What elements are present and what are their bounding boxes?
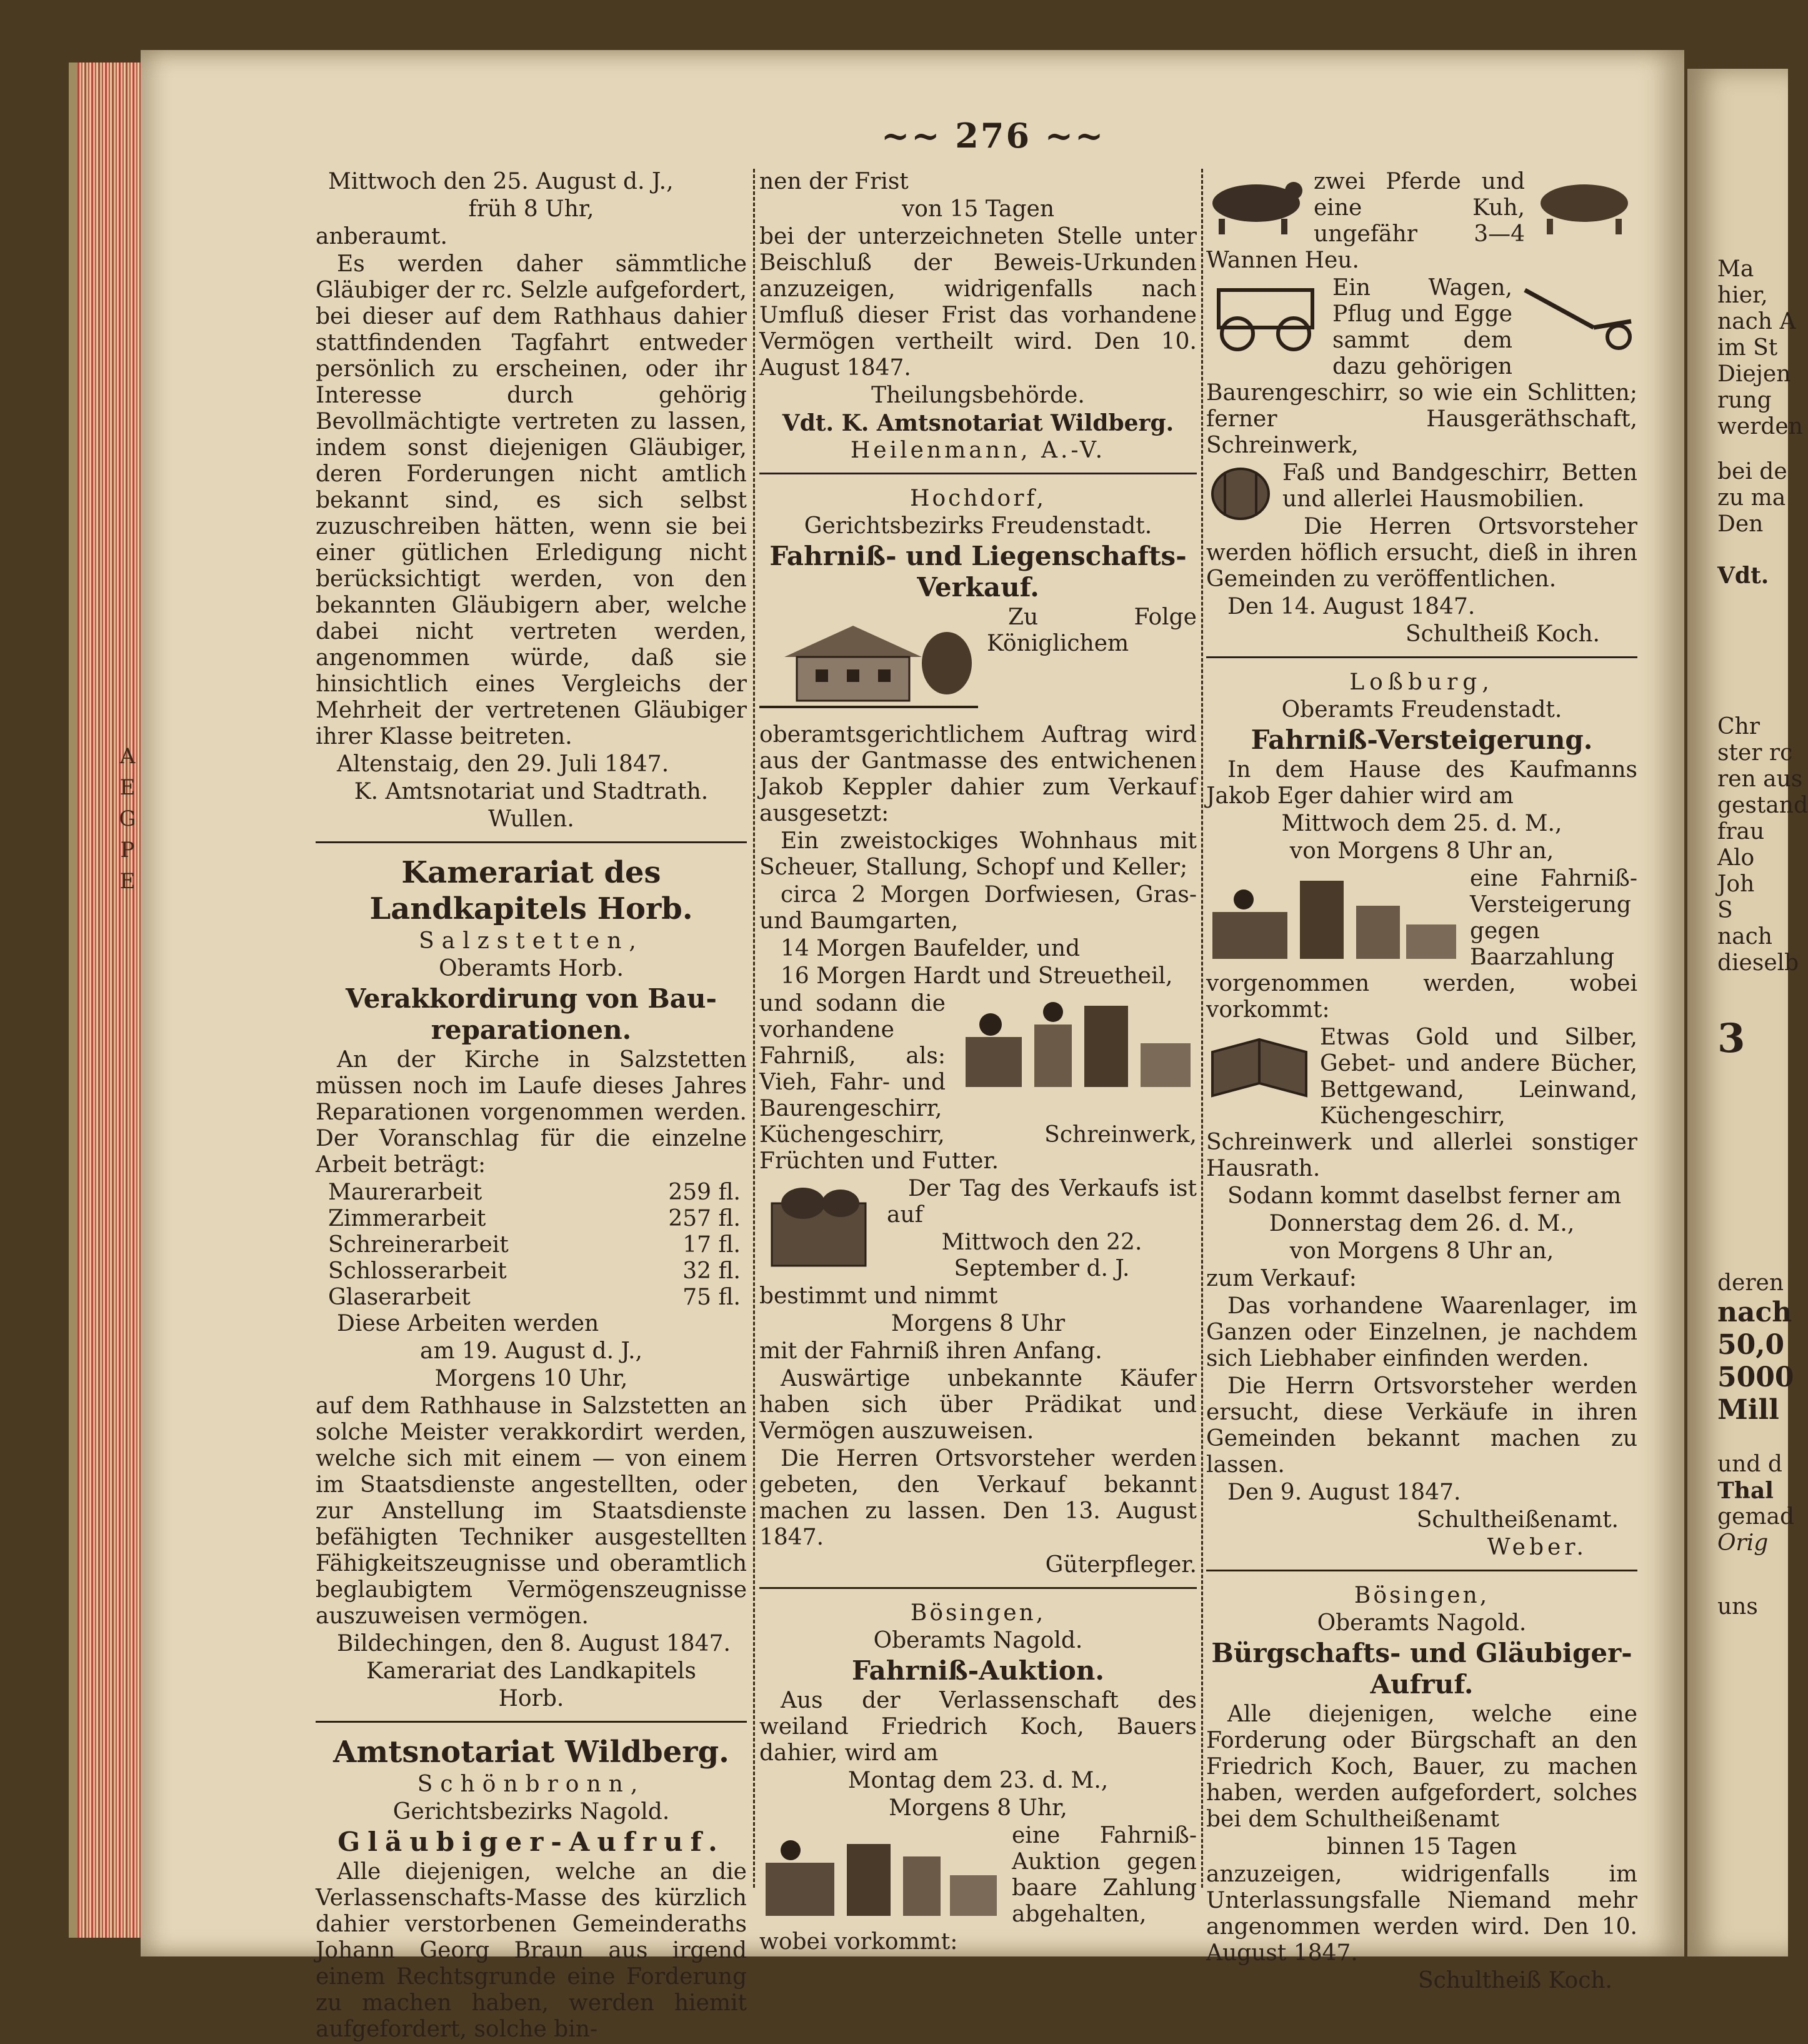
fragment-line: Mill bbox=[1717, 1394, 1779, 1426]
text-line: zum Verkauf: bbox=[1206, 1266, 1357, 1291]
page-number: ~~ 276 ~~ bbox=[881, 116, 1106, 156]
notice-date-line: Montag dem 23. d. M., bbox=[847, 1768, 1109, 1793]
notice-date: Bildechingen, den 8. August 1847. bbox=[337, 1631, 731, 1656]
notice-title: Fahrniß-Versteigerung. bbox=[1251, 724, 1593, 755]
notice-body: Es werden daher sämmtliche Gläubiger der rc. Selzle aufgefordert, bei dieser auf dem Rathhaus dahier stattfindenden Tagfahrt entweder persönlich zu erscheinen, oder ihr Interesse durch gehörig Bevollmächtigte vertreten zu lassen, indem sonst diejenigen Gläubiger, deren Forderungen nicht amtlich bekannt sind, es sich selbst zuzuschreiben hätten, wenn sie bei einer gütlichen Erledigung nicht berücksichtigt werden, von den bekannten Gläubigern aber, welche dabei nicht vertreten werden, angenommen würde, daß sie hinsichtlich eines Vergleichs der Mehrheit der vertretenen Gläubiger ihrer Klasse beitreten. bbox=[316, 251, 747, 749]
fair-scene-woodcut-image bbox=[953, 993, 1197, 1100]
margin-glyph: G bbox=[119, 806, 136, 831]
notice-body: und sodann die vorhandene Fahrniß, als: Vieh, Fahr- und Baurengeschirr, Küchengeschirr, Schreinwerk, Früchten und Futter. bbox=[759, 991, 1197, 1174]
notice-signature: Schultheißenamt. bbox=[1416, 1507, 1619, 1533]
auction-woodcut-image bbox=[759, 1825, 1003, 1925]
cost-row bbox=[316, 1180, 747, 1206]
notice-place: Hochdorf, bbox=[910, 486, 1046, 511]
fragment-line: Ma bbox=[1717, 256, 1754, 282]
fragment-line: 50,0 bbox=[1717, 1329, 1785, 1361]
notice-signature: Schultheiß Koch. bbox=[1417, 1968, 1612, 1993]
fragment-line: ster rc bbox=[1717, 740, 1793, 766]
cost-value: 17 fl. bbox=[682, 1232, 741, 1258]
fragment-line: Diejen bbox=[1717, 361, 1791, 387]
fragment-line: hier, bbox=[1717, 283, 1768, 308]
text-line: anberaumt. bbox=[316, 224, 447, 249]
notice-body: Diese Arbeiten werden bbox=[337, 1311, 599, 1336]
notice-body: Das vorhandene Waarenlager, im Ganzen oder Einzelnen, je nachdem sich Liebhaber einfinden werden. bbox=[1206, 1293, 1637, 1371]
fragment-line: Alo bbox=[1717, 845, 1755, 871]
fragment-line: Chr bbox=[1717, 714, 1760, 739]
fragment-line: rung bbox=[1717, 388, 1772, 413]
notice-body: Faß und Bandgeschirr, Betten und allerlei Hausmobilien. bbox=[1282, 460, 1637, 512]
date-line: Mittwoch den 25. August d. J., bbox=[328, 169, 674, 194]
notice-body: Aus der Verlassenschaft des weiland Friedrich Koch, Bauers dahier, wird am bbox=[759, 1688, 1197, 1766]
notice-date: Den 9. August 1847. bbox=[1227, 1480, 1461, 1505]
column-rule bbox=[753, 169, 755, 1888]
notice-time-line: binnen 15 Tagen bbox=[1326, 1834, 1517, 1860]
notice-district: Gerichtsbezirks Nagold. bbox=[392, 1799, 670, 1825]
fragment-line: uns bbox=[1717, 1594, 1758, 1620]
notice-date: Altenstaig, den 29. Juli 1847. bbox=[337, 751, 669, 777]
section-divider bbox=[759, 473, 1197, 474]
notice-district: Gerichtsbezirks Freudenstadt. bbox=[804, 513, 1152, 539]
section-divider bbox=[1206, 1570, 1637, 1571]
notice-district: Oberamts Nagold. bbox=[873, 1628, 1083, 1653]
fragment-line: nach A bbox=[1717, 309, 1796, 334]
notice-body-block bbox=[759, 991, 1197, 1175]
notice-body: Die Herrn Ortsvorsteher werden ersucht, diese Verkäufe in ihren Gemeinden bekannt machen zu lassen. bbox=[1206, 1373, 1637, 1478]
column-3 bbox=[1206, 169, 1637, 1995]
notice-body: Die Herren Ortsvorsteher werden höflich ersucht, dieß in ihren Gemeinden zu veröffentlichen. bbox=[1206, 514, 1637, 592]
fragment-line: nach bbox=[1717, 1296, 1792, 1328]
cost-label: Glaserarbeit bbox=[328, 1285, 471, 1310]
notice-body: Sodann kommt daselbst ferner am bbox=[1227, 1183, 1622, 1209]
fragment-line: Vdt. bbox=[1717, 563, 1769, 589]
fragment-line: S bbox=[1717, 898, 1733, 923]
fragment-line: deren bbox=[1717, 1270, 1784, 1296]
column-rule bbox=[1201, 169, 1203, 1888]
cost-value: 32 fl. bbox=[682, 1258, 741, 1284]
notice-body: anzuzeigen, widrigenfalls im Unterlassungsfalle Niemand mehr angenommen werden wird. Den 10. August 1847. bbox=[1206, 1861, 1637, 1966]
notice-signature: Kamerariat des Landkapitels bbox=[366, 1658, 697, 1684]
notice-time-line: von Morgens 8 Uhr an, bbox=[1289, 1238, 1554, 1264]
book-woodcut-image bbox=[1206, 1027, 1312, 1115]
fragment-line: Den bbox=[1717, 511, 1764, 537]
notice-body: zwei Pferde und eine Kuh, ungefähr 3—4 Wannen Heu. bbox=[1206, 169, 1525, 273]
notice-place: Loßburg, bbox=[1349, 669, 1494, 695]
fragment-line: im St bbox=[1717, 335, 1778, 361]
notice-time-line: Morgens 8 Uhr bbox=[891, 1311, 1066, 1336]
notice-date-line: Donnerstag dem 26. d. M., bbox=[1269, 1211, 1575, 1236]
notice-signature-name: Heilenmann, A.-V. bbox=[850, 438, 1106, 463]
fragment-line: 3 bbox=[1717, 1015, 1746, 1062]
fragment-line: zu ma bbox=[1717, 485, 1786, 511]
notice-body: bei der unterzeichneten Stelle unter Beischluß der Beweis-Urkunden anzuzeigen, widrigenfalls nach Umfluß dieser Frist das vorhandene Vermögen vertheilt wird. Den 10. August 1847. bbox=[759, 224, 1197, 381]
notice-district: Oberamts Horb. bbox=[439, 956, 624, 981]
notice-heading: Kamerariat des Landkapitels Horb. bbox=[369, 855, 693, 926]
notice-body: Alle diejenigen, welche an die Verlassenschafts-Masse des kürzlich dahier verstorbenen Gemeinderaths Johann Georg Braun aus irgend einem Rechtsgrunde eine Forderung zu machen haben, werden hiemit aufgefordert, solche bin- bbox=[316, 1859, 747, 2042]
notice-body: Die Herren Ortsvorsteher werden gebeten, den Verkauf bekannt machen zu lassen. Den 13. August 1847. bbox=[759, 1446, 1197, 1550]
fragment-line: Joh bbox=[1717, 871, 1755, 897]
list-item: circa 2 Morgen Dorfwiesen, Gras- und Baumgarten, bbox=[759, 882, 1197, 934]
notice-time-line: Morgens 10 Uhr, bbox=[434, 1366, 628, 1391]
notice-body: Der Tag des Verkaufs ist auf bbox=[887, 1176, 1197, 1228]
notice-title: Gläubiger-Aufruf. bbox=[337, 1826, 725, 1857]
notice-time-line: von 15 Tagen bbox=[901, 196, 1055, 222]
text-line: bestimmt und nimmt bbox=[759, 1283, 998, 1309]
section-divider bbox=[1206, 656, 1637, 658]
notice-title: Fahrniß- und Liegenschafts-Verkauf. bbox=[769, 541, 1187, 603]
notice-body: Zu Folge Königlichem oberamtsgerichtlichem Auftrag wird aus der Gantmasse des entwichenen Jakob Keppler dahier zum Verkauf ausgesetzt: bbox=[759, 604, 1197, 826]
cost-label: Zimmerarbeit bbox=[328, 1206, 486, 1231]
notice-body: Alle diejenigen, welche eine Forderung oder Bürgschaft an den Friedrich Koch, Bauer, zu machen haben, werden aufgefordert, solches bei dem Schultheißenamt bbox=[1206, 1701, 1637, 1832]
notice-body-block bbox=[759, 604, 1197, 827]
notice-body: wobei vorkommt: bbox=[759, 1929, 958, 1955]
sale-scene-woodcut-image bbox=[1206, 868, 1462, 968]
fragment-line: ren aus bbox=[1717, 766, 1803, 792]
fragment-line: frau bbox=[1717, 819, 1765, 844]
margin-glyph: E bbox=[119, 869, 136, 894]
notice-heading: Amtsnotariat Wildberg. bbox=[333, 1735, 729, 1770]
fragment-line: werden bbox=[1717, 414, 1803, 439]
margin-glyph: E bbox=[119, 775, 136, 800]
column-2 bbox=[759, 169, 1197, 1956]
facing-page-fragment bbox=[1687, 69, 1808, 1956]
notice-body: auf dem Rathhause in Salzstetten an solche Meister verakkordirt werden, welche sich mit einem — von einem im Staatsdienste angestellten, oder zur Anstellung im Staatsdienste befähigten Techniker ausgestellten Fähigkeitszeugnisse und oberamtlich beglaubigtem Vermögenszeugnisse auszuweisen vermögen. bbox=[316, 1393, 747, 1629]
horse-cow-woodcut-image bbox=[1206, 169, 1306, 244]
fragment-line: bei de bbox=[1717, 459, 1787, 484]
margin-glyph: P bbox=[120, 838, 135, 863]
notice-body: An der Kirche in Salzstetten müssen noch im Laufe dieses Jahres Reparationen vorgenommen werden. Der Voranschlag für die einzelne Arbeit beträgt: bbox=[316, 1047, 747, 1178]
fragment-line: und d bbox=[1717, 1451, 1782, 1477]
time-line: früh 8 Uhr, bbox=[468, 196, 594, 222]
notice-body: Auswärtige unbekannte Käufer haben sich über Prädikat und Vermögen auszuweisen. bbox=[759, 1366, 1197, 1444]
notice-signature-name: Horb. bbox=[498, 1686, 564, 1711]
notice-date: Den 14. August 1847. bbox=[1227, 594, 1476, 619]
fragment-line: gemad bbox=[1717, 1504, 1794, 1530]
fragment-line: gestand bbox=[1717, 793, 1808, 818]
notice-signature-name: Wullen. bbox=[488, 806, 574, 832]
margin-glyphs bbox=[116, 741, 139, 897]
notice-date-line: Mittwoch den 22. September d. J. bbox=[941, 1230, 1142, 1281]
list-item: 14 Morgen Baufelder, und bbox=[781, 936, 1081, 961]
cost-row bbox=[316, 1258, 747, 1285]
notice-place: Salzstetten, bbox=[419, 928, 644, 954]
cost-label: Schreinerarbeit bbox=[328, 1232, 509, 1258]
notice-district: Oberamts Nagold. bbox=[1317, 1610, 1527, 1636]
cost-row bbox=[316, 1206, 747, 1232]
cost-label: Schlosserarbeit bbox=[328, 1258, 507, 1284]
section-divider bbox=[316, 841, 747, 843]
cost-value: 259 fl. bbox=[668, 1180, 741, 1205]
text-line: mit der Fahrniß ihren Anfang. bbox=[759, 1338, 1102, 1364]
cost-row bbox=[316, 1232, 747, 1258]
notice-place: Schönbronn, bbox=[417, 1771, 646, 1797]
notice-signature: Vdt. K. Amtsnotariat Wildberg. bbox=[782, 410, 1174, 436]
fragment-line: dieselb bbox=[1717, 950, 1799, 976]
notice-date-line: am 19. August d. J., bbox=[420, 1338, 642, 1364]
cost-row bbox=[316, 1285, 747, 1311]
notice-title: Verakkordirung von Bau-reparationen. bbox=[346, 983, 717, 1045]
notice-district: Oberamts Freudenstadt. bbox=[1281, 697, 1562, 723]
notice-place: Bösingen, bbox=[910, 1600, 1046, 1626]
notice-signature-name: Weber. bbox=[1487, 1535, 1587, 1560]
cost-list bbox=[316, 1180, 747, 1311]
wagon-woodcut-image bbox=[1206, 278, 1325, 359]
fragment-line: Thal bbox=[1717, 1478, 1774, 1504]
notice-time-line: von Morgens 8 Uhr an, bbox=[1289, 838, 1554, 864]
section-divider bbox=[316, 1721, 747, 1723]
notice-body: Ein Wagen, Pflug und Egge sammt dem dazu gehörigen Baurengeschirr, so wie ein Schlitten; ferner Hausgeräthschaft, Schreinwerk, bbox=[1206, 275, 1637, 458]
fragment-line: Orig bbox=[1717, 1530, 1769, 1556]
notice-body: eine Fahrniß-Versteigerung gegen Baarzahlung vorgenommen werden, wobei vorkommt: bbox=[1206, 866, 1637, 1023]
cow-woodcut-image bbox=[1531, 169, 1637, 244]
notice-time-line: Morgens 8 Uhr, bbox=[889, 1795, 1067, 1821]
fragment-line: nach bbox=[1717, 924, 1772, 949]
house-woodcut-image bbox=[759, 607, 978, 719]
cost-value: 257 fl. bbox=[668, 1206, 741, 1231]
fragment-line: 5000 bbox=[1717, 1361, 1794, 1393]
list-item: Ein zweistockiges Wohnhaus mit Scheuer, Stallung, Schopf und Keller; bbox=[759, 828, 1197, 880]
notice-place: Bösingen, bbox=[1354, 1583, 1490, 1608]
notice-date-line: Mittwoch dem 25. d. M., bbox=[1281, 811, 1562, 836]
list-item: 16 Morgen Hardt und Streuetheil, bbox=[781, 963, 1173, 989]
vessel-woodcut-image bbox=[759, 1178, 878, 1278]
column-1 bbox=[316, 169, 747, 2044]
notice-title: Fahrniß-Auktion. bbox=[852, 1655, 1104, 1686]
notice-signature: Schultheiß Koch. bbox=[1405, 621, 1600, 647]
barrel-woodcut-image bbox=[1206, 463, 1275, 531]
cost-value: 75 fl. bbox=[682, 1285, 741, 1310]
book-binding-edge bbox=[69, 63, 149, 1938]
notice-body: eine Fahrniß-Auktion gegen baare Zahlung abgehalten, bbox=[1012, 1823, 1197, 1927]
notice-signature: Theilungsbehörde. bbox=[871, 383, 1085, 408]
notice-title: Bürgschafts- und Gläubiger-Aufruf. bbox=[1211, 1638, 1632, 1700]
section-divider bbox=[759, 1587, 1197, 1589]
cost-label: Maurerarbeit bbox=[328, 1180, 482, 1205]
text-line: nen der Frist bbox=[759, 169, 909, 194]
notice-signature: K. Amtsnotariat und Stadtrath. bbox=[354, 779, 709, 804]
margin-glyph: A bbox=[119, 744, 136, 769]
notice-body: In dem Hause des Kaufmanns Jakob Eger dahier wird am bbox=[1206, 757, 1637, 809]
notice-body: Etwas Gold und Silber, Gebet- und andere Bücher, Bettgewand, Leinwand, Küchengeschirr, Schreinwerk und allerlei sonstiger Hausrath. bbox=[1206, 1025, 1637, 1181]
notice-signature: Güterpfleger. bbox=[1045, 1552, 1197, 1578]
plough-woodcut-image bbox=[1519, 278, 1637, 359]
